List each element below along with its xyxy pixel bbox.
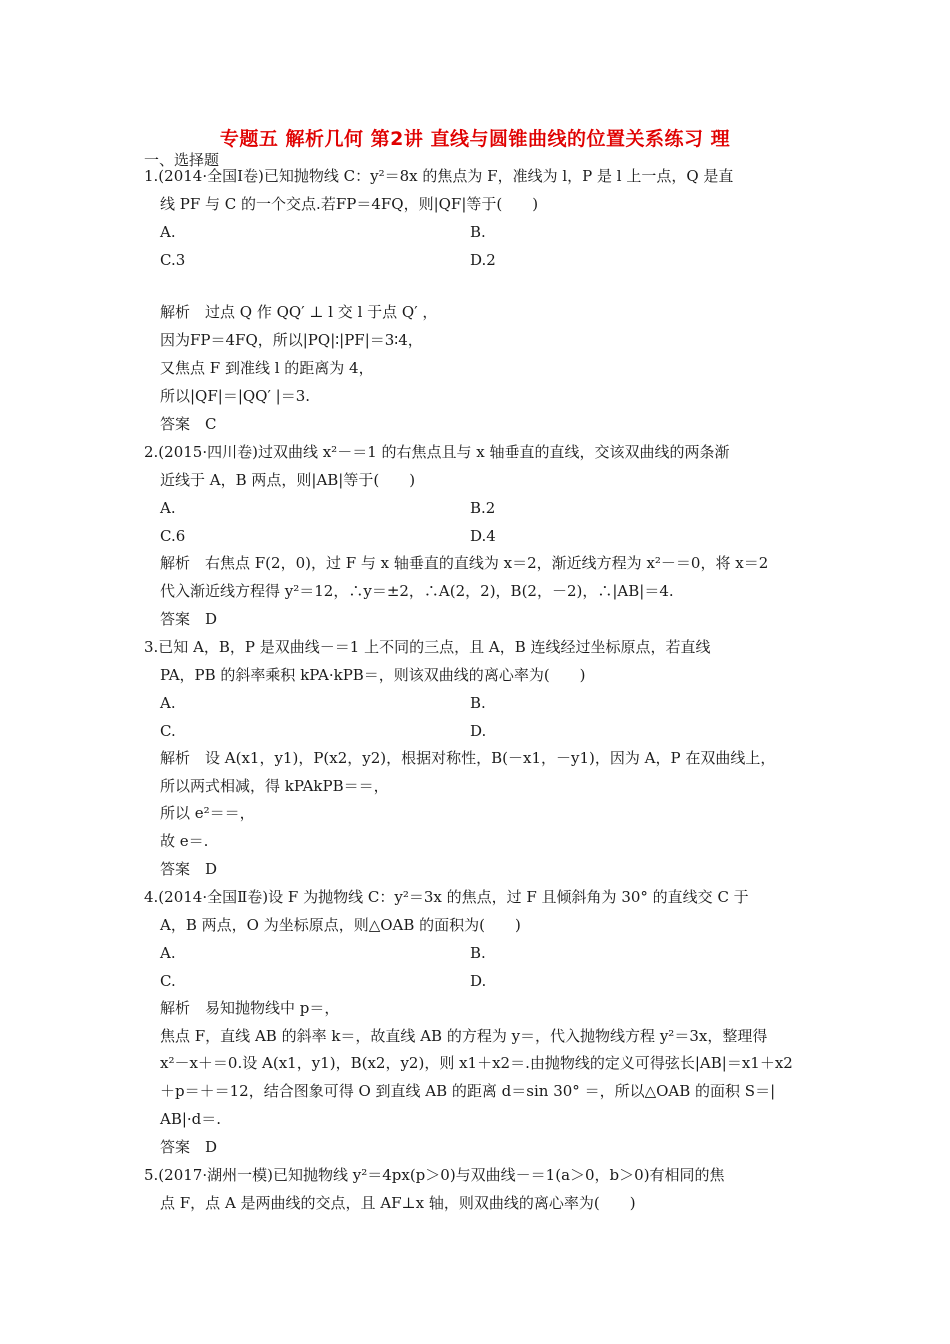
text-line: 解析 右焦点 F(2，0)，过 F 与 x 轴垂直的直线为 x＝2，渐近线方程为 x²－＝0，将 x＝2: [160, 554, 769, 572]
text-line: C.: [160, 722, 176, 740]
text-line: 焦点 F，直线 AB 的斜率 k＝，故直线 AB 的方程为 y＝，代入抛物线方程 y²＝3x，整理得: [160, 1027, 768, 1045]
text-line: 5.(2017·湖州一模)已知抛物线 y²＝4px(p＞0)与双曲线－＝1(a＞0，b＞0)有相同的焦: [144, 1166, 725, 1184]
text-line: 1.(2014·全国Ⅰ卷)已知抛物线 C：y²＝8x 的焦点为 F，准线为 l，P 是 l 上一点，Q 是直: [144, 167, 734, 185]
text-line: C.6: [160, 527, 186, 545]
text-line: AB|·d＝.: [160, 1110, 222, 1128]
text-line: 答案 D: [160, 1138, 218, 1156]
text-line: 故 e＝.: [160, 832, 209, 850]
text-line: C.3: [160, 251, 186, 269]
text-line: 所以 e²＝＝，: [160, 804, 255, 822]
text-line: 解析 过点 Q 作 QQ′ ⊥ l 交 l 于点 Q′ ，: [160, 303, 438, 321]
text-line: 答案 D: [160, 610, 218, 628]
text-line: B.2: [470, 499, 496, 517]
section-heading: 一、选择题: [144, 151, 220, 169]
text-line: 答案 C: [160, 415, 217, 433]
text-line: A.: [160, 223, 176, 241]
text-line: B.: [470, 694, 486, 712]
text-line: 答案 D: [160, 860, 218, 878]
text-line: 因为FP＝4FQ，所以|PQ|∶|PF|＝3∶4，: [160, 331, 423, 349]
text-line: D.: [470, 972, 487, 990]
text-line: 所以两式相减，得 kPAkPB＝＝，: [160, 777, 389, 795]
text-line: D.2: [470, 251, 496, 269]
text-line: D.: [470, 722, 487, 740]
text-line: 点 F，点 A 是两曲线的交点，且 AF⊥x 轴，则双曲线的离心率为( ): [160, 1194, 636, 1212]
document-title: 专题五 解析几何 第2讲 直线与圆锥曲线的位置关系练习 理: [219, 128, 731, 150]
text-line: A，B 两点，O 为坐标原点，则△OAB 的面积为( ): [160, 916, 521, 934]
text-line: 2.(2015·四川卷)过双曲线 x²－＝1 的右焦点且与 x 轴垂直的直线，交该双曲线的两条渐: [144, 443, 730, 461]
text-line: 代入渐近线方程得 y²＝12，∴y＝±2，∴A(2，2)，B(2，－2)，∴|AB|＝4.: [160, 582, 674, 600]
text-line: 解析 易知抛物线中 p＝，: [160, 999, 340, 1017]
text-line: B.: [470, 223, 486, 241]
text-line: 解析 设 A(x1，y1)，P(x2，y2)，根据对称性，B(－x1，－y1)，因为 A，P 在双曲线上，: [160, 749, 776, 767]
text-line: 又焦点 F 到准线 l 的距离为 4，: [160, 359, 374, 377]
text-line: ＋p＝＋＝12，结合图象可得 O 到直线 AB 的距离 d＝sin 30° ＝，所以△OAB 的面积 S＝|: [160, 1082, 776, 1100]
text-line: 4.(2014·全国Ⅱ卷)设 F 为抛物线 C：y²＝3x 的焦点，过 F 且倾斜角为 30° 的直线交 C 于: [144, 888, 749, 906]
text-line: A.: [160, 694, 176, 712]
text-line: D.4: [470, 527, 496, 545]
text-line: PA，PB 的斜率乘积 kPA·kPB＝，则该双曲线的离心率为( ): [160, 666, 586, 684]
text-line: x²－x＋＝0.设 A(x1，y1)，B(x2，y2)，则 x1＋x2＝.由抛物线的定义可得弦长|AB|＝x1＋x2: [160, 1054, 793, 1072]
text-line: A.: [160, 499, 176, 517]
text-line: 近线于 A，B 两点，则|AB|等于( ): [160, 471, 416, 489]
text-line: 线 PF 与 C 的一个交点.若FP＝4FQ，则|QF|等于( ): [160, 195, 539, 213]
text-line: B.: [470, 944, 486, 962]
text-line: C.: [160, 972, 176, 990]
text-line: A.: [160, 944, 176, 962]
text-line: 3.已知 A，B，P 是双曲线－＝1 上不同的三点，且 A，B 连线经过坐标原点，若直线: [144, 638, 711, 656]
text-line: 所以|QF|＝|QQ′ |＝3.: [160, 387, 311, 405]
